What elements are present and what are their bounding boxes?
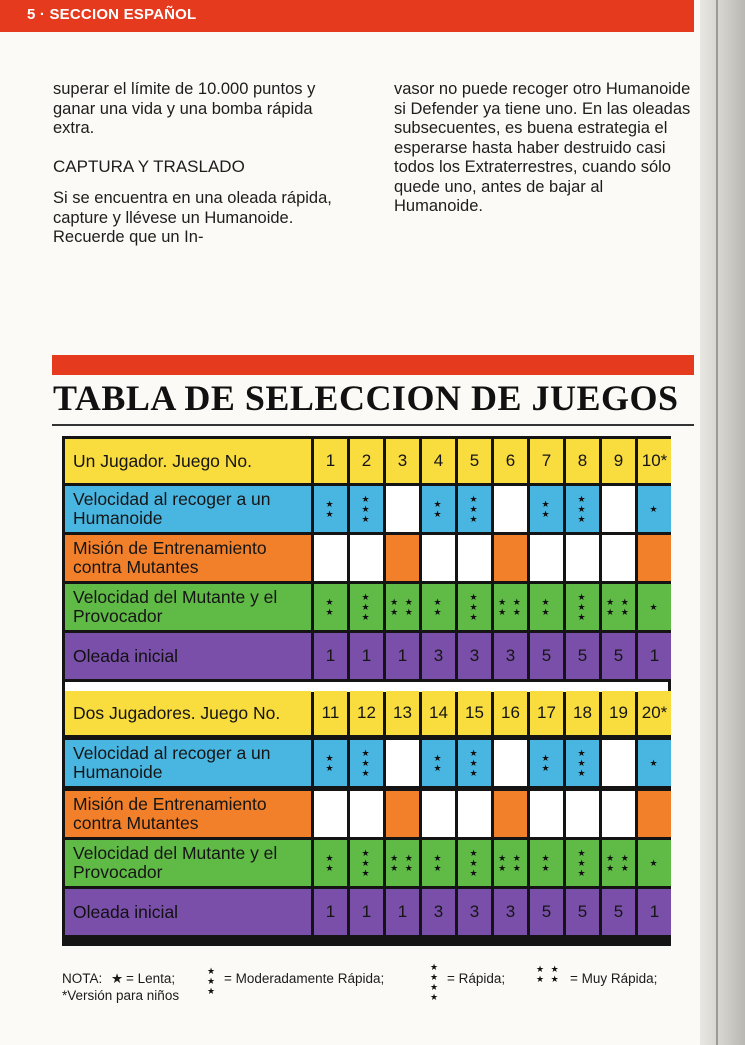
initial-wave-cell: 1 [638, 889, 671, 935]
star-icon: ★ [361, 868, 372, 878]
star-icon: ★ [361, 858, 372, 868]
star-icon: ★ [469, 868, 480, 878]
row-label: Velocidad al recoger a un Humanoide [65, 740, 311, 786]
pickup-speed-cell [566, 486, 599, 532]
star-rating [433, 753, 443, 773]
initial-wave-cell: 3 [494, 889, 527, 935]
row-label: Un Jugador. Juego No. [65, 439, 311, 483]
row-label: Velocidad al recoger a un Humanoide [65, 486, 311, 532]
star-icon: ★ [433, 597, 444, 607]
star-icon: ★ [433, 863, 444, 873]
star-icon: ★ ★ [606, 853, 631, 863]
training-mission-cell [314, 791, 347, 837]
star-icon: ★ [469, 612, 480, 622]
star-icon: ★ [541, 509, 552, 519]
pickup-speed-cell [602, 486, 635, 532]
star-icon: ★ [325, 853, 336, 863]
star-icon: ★ [649, 758, 660, 768]
star-icon: ★ [433, 763, 444, 773]
star-rating [361, 494, 371, 524]
training-mission-cell [530, 791, 563, 837]
star-icon: ★ [469, 858, 480, 868]
star-icon: ★ [361, 494, 372, 504]
mutant-speed-cell [566, 584, 599, 630]
paragraph: Si se encuentra en una oleada rápida, capture y llévese un Humanoide. Recuerde que un In- [53, 189, 332, 246]
game-number-row [65, 691, 671, 735]
game-number-cell: 14 [422, 691, 455, 735]
section-divider-bar [52, 355, 694, 375]
mutant-speed-cell [602, 840, 635, 886]
star-rating [498, 853, 523, 873]
star-rating [361, 592, 371, 622]
initial-wave-cell: 3 [422, 633, 455, 679]
star-icon: ★ [361, 592, 372, 602]
game-number-cell: 10* [638, 439, 671, 483]
star-icon: ★ [469, 768, 480, 778]
star-rating [325, 853, 335, 873]
star-rating [325, 597, 335, 617]
page-edge-line [716, 0, 718, 1045]
star-rating [469, 848, 479, 878]
initial-wave-cell: 1 [350, 633, 383, 679]
star-rating [541, 597, 551, 617]
star-icon: ★ [469, 758, 480, 768]
star-icon: ★ [541, 763, 552, 773]
game-number-cell: 7 [530, 439, 563, 483]
page-binding-edge [700, 0, 745, 1045]
star-icon: ★ [361, 748, 372, 758]
pickup-speed-cell [494, 486, 527, 532]
star-icon: ★ [469, 504, 480, 514]
star-icon: ★ [361, 848, 372, 858]
note-label: NOTA: [62, 971, 103, 986]
star-icon: ★ [325, 509, 336, 519]
text-column-left [53, 80, 358, 248]
game-number-cell: 6 [494, 439, 527, 483]
initial-wave-cell: 5 [566, 633, 599, 679]
star-icon: ★ [577, 868, 588, 878]
mutant-speed-cell [638, 840, 671, 886]
star-rating [541, 753, 551, 773]
game-number-cell: 1 [314, 439, 347, 483]
training-mission-cell [530, 535, 563, 581]
game-number-cell: 9 [602, 439, 635, 483]
pickup-speed-cell [350, 486, 383, 532]
mutant-speed-cell [422, 840, 455, 886]
training-mission-cell [566, 791, 599, 837]
mutant-speed-cell [530, 840, 563, 886]
row-label: Dos Jugadores. Juego No. [65, 691, 311, 735]
initial-wave-cell: 1 [638, 633, 671, 679]
star-icon: ★ [541, 753, 552, 763]
star-icon: ★ [325, 863, 336, 873]
mutant-speed-cell [566, 840, 599, 886]
game-number-row [65, 439, 671, 483]
pickup-speed-cell [458, 486, 491, 532]
training-mission-cell [386, 791, 419, 837]
star-icon: ★ [325, 607, 336, 617]
row-label: Velocidad del Mutante y el Provocador [65, 840, 311, 886]
mutant-speed-cell [458, 840, 491, 886]
star-icon: ★ [541, 597, 552, 607]
star-icon: ★ [577, 858, 588, 868]
star-icon: ★ ★ [498, 853, 523, 863]
star-rating [433, 853, 443, 873]
pickup-speed-cell [422, 740, 455, 786]
training-mission-cell [458, 535, 491, 581]
game-number-cell: 4 [422, 439, 455, 483]
initial-wave-cell: 3 [494, 633, 527, 679]
paragraph: vasor no puede recoger otro Humanoide si Defender ya tiene uno. En las oleadas subsecuentes, es buena estrategia el esperarse hasta haber destruido casi todos los Extraterrestres, cuando sólo quede uno, antes de bajar al Humanoide. [394, 80, 691, 215]
star-rating [498, 597, 523, 617]
mutant-speed-cell [494, 584, 527, 630]
star-icon: ★ [433, 509, 444, 519]
mutant-speed-cell [602, 584, 635, 630]
training-mission-cell [458, 791, 491, 837]
text-column-right [394, 80, 694, 217]
star-rating [541, 499, 551, 519]
star-icon: ★ [111, 971, 124, 986]
pickup-speed-cell [386, 740, 419, 786]
training-mission-cell [422, 791, 455, 837]
star-icon: ★ ★ [606, 607, 631, 617]
row-label: Velocidad del Mutante y el Provocador [65, 584, 311, 630]
mutant-speed-cell [638, 584, 671, 630]
star-icon-group: ★ ★ ★ ★ [430, 962, 441, 1002]
note-fast: = Rápida; [447, 971, 506, 986]
training-mission-cell [422, 535, 455, 581]
game-number-cell: 15 [458, 691, 491, 735]
star-icon: ★ [649, 504, 660, 514]
initial-wave-cell: 1 [314, 889, 347, 935]
game-number-cell: 8 [566, 439, 599, 483]
pickup-speed-cell [386, 486, 419, 532]
pickup-speed-cell [314, 740, 347, 786]
row-label: Oleada inicial [65, 889, 311, 935]
mutant-speed-cell [350, 840, 383, 886]
section-header-label: 5 · SECCION ESPAÑOL [27, 6, 197, 23]
initial-wave-cell: 5 [602, 633, 635, 679]
star-icon: ★ [361, 504, 372, 514]
star-icon: ★ [325, 763, 336, 773]
initial-wave-cell: 5 [602, 889, 635, 935]
training-mission-row [65, 535, 671, 581]
star-icon: ★ [469, 592, 480, 602]
star-rating [606, 597, 631, 617]
star-rating [361, 848, 371, 878]
star-icon: ★ [541, 499, 552, 509]
mutant-speed-row [65, 584, 671, 630]
mutant-speed-cell [494, 840, 527, 886]
initial-wave-row [65, 889, 671, 935]
game-number-cell: 17 [530, 691, 563, 735]
mutant-speed-cell [422, 584, 455, 630]
star-rating [390, 597, 415, 617]
initial-wave-cell: 1 [350, 889, 383, 935]
star-icon: ★ [577, 514, 588, 524]
note-slow: = Lenta; [126, 971, 176, 986]
training-mission-cell [494, 535, 527, 581]
star-icon: ★ [433, 753, 444, 763]
training-mission-cell [494, 791, 527, 837]
star-icon: ★ [577, 848, 588, 858]
title-underline [52, 424, 694, 426]
star-rating [325, 499, 335, 519]
star-icon: ★ [433, 499, 444, 509]
star-rating [577, 848, 587, 878]
initial-wave-cell: 5 [530, 889, 563, 935]
star-icon: ★ ★ [390, 597, 415, 607]
initial-wave-cell: 1 [386, 889, 419, 935]
star-icon: ★ [361, 602, 372, 612]
training-mission-row [65, 791, 671, 837]
star-rating [469, 494, 479, 524]
pickup-speed-cell [350, 740, 383, 786]
star-icon: ★ [649, 602, 660, 612]
pickup-speed-row [65, 740, 671, 786]
star-icon: ★ ★ [498, 597, 523, 607]
pickup-speed-row [65, 486, 671, 532]
star-icon: ★ [541, 607, 552, 617]
initial-wave-cell: 1 [314, 633, 347, 679]
star-icon: ★ ★ [606, 597, 631, 607]
star-icon: ★ [469, 494, 480, 504]
game-number-cell: 20* [638, 691, 671, 735]
star-icon: ★ ★ [390, 853, 415, 863]
star-icon: ★ [541, 853, 552, 863]
star-icon: ★ [361, 758, 372, 768]
training-mission-cell [566, 535, 599, 581]
mutant-speed-cell [314, 584, 347, 630]
star-icon: ★ [325, 753, 336, 763]
star-rating [649, 504, 659, 514]
initial-wave-cell: 3 [458, 889, 491, 935]
star-icon: ★ [469, 748, 480, 758]
star-icon: ★ [433, 607, 444, 617]
star-rating [390, 853, 415, 873]
star-rating [649, 858, 659, 868]
star-icon: ★ [361, 768, 372, 778]
game-number-cell: 5 [458, 439, 491, 483]
row-label: Oleada inicial [65, 633, 311, 679]
training-mission-cell [350, 535, 383, 581]
star-icon: ★ ★ [390, 607, 415, 617]
star-icon: ★ [325, 597, 336, 607]
mutant-speed-cell [350, 584, 383, 630]
star-icon: ★ [469, 848, 480, 858]
initial-wave-cell: 1 [386, 633, 419, 679]
star-icon: ★ [325, 499, 336, 509]
initial-wave-cell: 5 [530, 633, 563, 679]
pickup-speed-cell [602, 740, 635, 786]
pickup-speed-cell [566, 740, 599, 786]
star-rating [433, 597, 443, 617]
pickup-speed-cell [422, 486, 455, 532]
star-icon: ★ [577, 612, 588, 622]
star-icon: ★ [469, 602, 480, 612]
game-number-cell: 13 [386, 691, 419, 735]
initial-wave-cell: 3 [458, 633, 491, 679]
star-rating [469, 592, 479, 622]
star-icon-group: ★ ★ ★ [207, 966, 218, 996]
note-moderate: = Moderadamente Rápida; [224, 971, 385, 986]
star-icon: ★ [577, 592, 588, 602]
star-icon: ★ [541, 863, 552, 873]
training-mission-cell [638, 791, 671, 837]
star-icon: ★ ★ [498, 863, 523, 873]
star-icon: ★ [469, 514, 480, 524]
pickup-speed-cell [494, 740, 527, 786]
note-kids: *Versión para niños [62, 988, 180, 1003]
star-rating [469, 748, 479, 778]
pickup-speed-cell [314, 486, 347, 532]
game-number-cell: 16 [494, 691, 527, 735]
mutant-speed-cell [314, 840, 347, 886]
star-icon: ★ [577, 602, 588, 612]
mutant-speed-cell [530, 584, 563, 630]
star-icon-group: ★ ★ ★ ★ [536, 964, 561, 984]
star-icon: ★ [577, 494, 588, 504]
paragraph: superar el límite de 10.000 puntos y ganar una vida y una bomba rápida extra. [53, 80, 316, 137]
star-icon: ★ [577, 748, 588, 758]
star-rating [577, 592, 587, 622]
training-mission-cell [386, 535, 419, 581]
pickup-speed-cell [530, 740, 563, 786]
initial-wave-cell: 3 [422, 889, 455, 935]
note-very-fast: = Muy Rápida; [570, 971, 658, 986]
star-icon: ★ ★ [390, 863, 415, 873]
game-number-cell: 3 [386, 439, 419, 483]
star-rating [649, 602, 659, 612]
row-label: Misión de Entrenamiento contra Mutantes [65, 535, 311, 581]
star-icon: ★ [577, 758, 588, 768]
page-title: TABLA DE SELECCION DE JUEGOS [53, 378, 679, 418]
training-mission-cell [638, 535, 671, 581]
game-selection-table [62, 436, 671, 946]
game-number-cell: 11 [314, 691, 347, 735]
mutant-speed-cell [458, 584, 491, 630]
training-mission-cell [602, 791, 635, 837]
star-rating [361, 748, 371, 778]
star-icon: ★ [577, 504, 588, 514]
mutant-speed-row [65, 840, 671, 886]
star-rating [577, 748, 587, 778]
game-number-cell: 18 [566, 691, 599, 735]
mutant-speed-cell [386, 840, 419, 886]
game-number-cell: 12 [350, 691, 383, 735]
mutant-speed-cell [386, 584, 419, 630]
pickup-speed-cell [638, 486, 671, 532]
initial-wave-row [65, 633, 671, 679]
row-label: Misión de Entrenamiento contra Mutantes [65, 791, 311, 837]
training-mission-cell [602, 535, 635, 581]
star-icon: ★ ★ [498, 607, 523, 617]
star-icon: ★ [361, 612, 372, 622]
star-rating [433, 499, 443, 519]
pickup-speed-cell [638, 740, 671, 786]
star-rating [606, 853, 631, 873]
pickup-speed-cell [530, 486, 563, 532]
game-number-cell: 19 [602, 691, 635, 735]
pickup-speed-cell [458, 740, 491, 786]
star-icon: ★ [361, 514, 372, 524]
subheading: CAPTURA Y TRASLADO [53, 156, 245, 176]
game-number-cell: 2 [350, 439, 383, 483]
star-rating [541, 853, 551, 873]
star-icon: ★ [433, 853, 444, 863]
star-icon: ★ [577, 768, 588, 778]
training-mission-cell [350, 791, 383, 837]
initial-wave-cell: 5 [566, 889, 599, 935]
star-icon: ★ ★ [606, 863, 631, 873]
section-header-bar [0, 0, 694, 32]
star-rating [325, 753, 335, 773]
training-mission-cell [314, 535, 347, 581]
star-icon: ★ [649, 858, 660, 868]
star-rating [649, 758, 659, 768]
star-rating [577, 494, 587, 524]
